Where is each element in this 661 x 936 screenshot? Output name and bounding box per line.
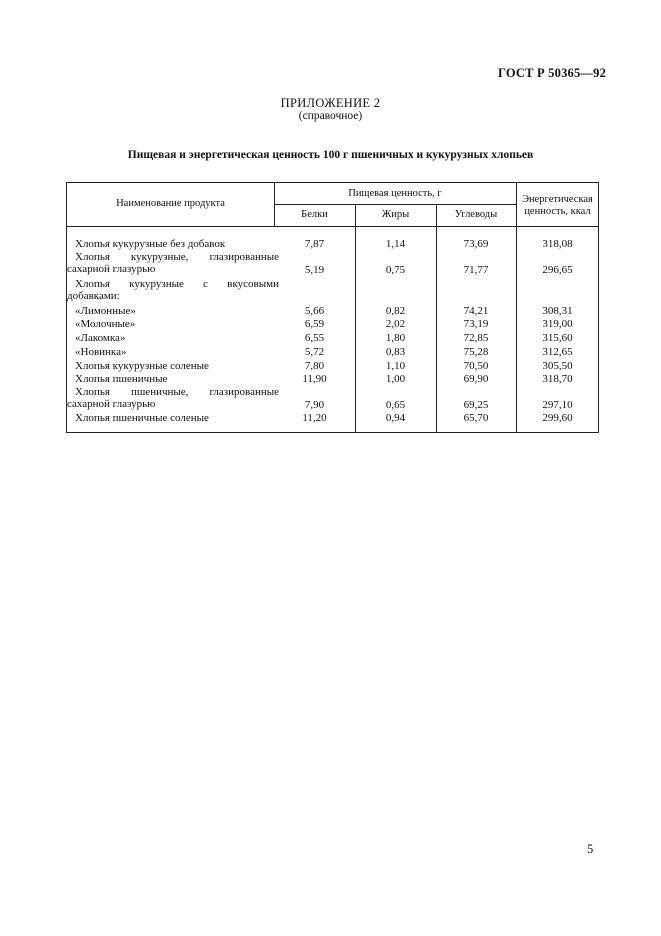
cell-energy: 297,10 xyxy=(542,399,573,411)
cell-energy: 305,50 xyxy=(542,360,573,372)
cell-fat: 0,65 xyxy=(385,399,406,411)
cell-protein: 5,72 xyxy=(304,346,325,358)
col-header-energy-line2: ценность, ккал xyxy=(524,206,591,217)
cell-carbs: 72,85 xyxy=(463,332,489,344)
page-number: 5 xyxy=(587,842,594,856)
row-name: «Лакомка» xyxy=(75,332,126,344)
row-name: «Новинка» xyxy=(75,346,127,358)
row-name: Хлопья кукурузные с вкусовыми xyxy=(75,278,279,290)
col-header-energy-line1: Энергетическая xyxy=(522,194,593,205)
cell-carbs: 70,50 xyxy=(463,360,489,372)
appendix-title: ПРИЛОЖЕНИЕ 2 xyxy=(280,96,381,110)
row-name: Хлопья кукурузные соленые xyxy=(75,360,209,372)
cell-energy: 296,65 xyxy=(542,264,573,276)
table-divider xyxy=(67,226,599,227)
cell-fat: 1,00 xyxy=(385,373,406,385)
cell-protein: 5,19 xyxy=(304,264,325,276)
cell-energy: 318,08 xyxy=(542,238,573,250)
cell-protein: 11,20 xyxy=(302,412,327,424)
cell-carbs: 73,19 xyxy=(463,318,489,330)
table-caption: Пищевая и энергетическая ценность 100 г пшеничных и кукурузных хлопьев xyxy=(127,149,534,161)
row-name: «Лимонные» xyxy=(75,305,136,317)
row-name: Хлопья кукурузные, глазированные xyxy=(75,251,279,263)
cell-protein: 6,55 xyxy=(304,332,325,344)
cell-energy: 312,65 xyxy=(542,346,573,358)
col-header-name: Наименование продукта xyxy=(116,198,225,209)
col-header-fat: Жиры xyxy=(381,209,410,220)
col-header-energy xyxy=(516,194,599,218)
nutrition-table xyxy=(66,182,599,433)
cell-carbs: 69,90 xyxy=(463,373,489,385)
cell-protein: 7,90 xyxy=(304,399,325,411)
cell-protein: 11,90 xyxy=(302,373,327,385)
table-divider xyxy=(274,204,516,205)
cell-energy: 299,60 xyxy=(542,412,573,424)
row-name-cont: добавками: xyxy=(67,290,120,302)
cell-fat: 0,83 xyxy=(385,346,406,358)
cell-carbs: 65,70 xyxy=(463,412,489,424)
cell-fat: 1,80 xyxy=(385,332,406,344)
row-name: Хлопья пшеничные xyxy=(75,373,168,385)
row-name-cont: сахарной глазурью xyxy=(67,263,156,275)
cell-fat: 1,14 xyxy=(385,238,406,250)
cell-carbs: 69,25 xyxy=(463,399,489,411)
cell-carbs: 73,69 xyxy=(463,238,489,250)
appendix-subtitle: (справочное) xyxy=(298,110,363,122)
cell-fat: 0,82 xyxy=(385,305,406,317)
cell-fat: 0,94 xyxy=(385,412,406,424)
appendix-heading xyxy=(0,96,661,123)
document-code: ГОСТ Р 50365—92 xyxy=(498,66,607,80)
cell-carbs: 71,77 xyxy=(463,264,489,276)
cell-carbs: 75,28 xyxy=(463,346,489,358)
cell-protein: 5,66 xyxy=(304,305,325,317)
row-name: Хлопья кукурузные без добавок xyxy=(75,238,226,250)
cell-fat: 1,10 xyxy=(385,360,406,372)
cell-protein: 7,87 xyxy=(304,238,325,250)
cell-energy: 308,31 xyxy=(542,305,573,317)
col-header-nutrition: Пищевая ценность, г xyxy=(348,188,442,199)
cell-energy: 315,60 xyxy=(542,332,573,344)
col-header-protein: Белки xyxy=(301,209,328,220)
row-name: Хлопья пшеничные, глазированные xyxy=(75,386,279,398)
cell-protein: 7,80 xyxy=(304,360,325,372)
cell-carbs: 74,21 xyxy=(463,305,489,317)
cell-fat: 0,75 xyxy=(385,264,406,276)
cell-energy: 318,70 xyxy=(542,373,573,385)
cell-energy: 319,00 xyxy=(542,318,573,330)
row-name-cont: сахарной глазурью xyxy=(67,398,156,410)
cell-protein: 6,59 xyxy=(304,318,325,330)
row-name: «Молочные» xyxy=(75,318,136,330)
cell-fat: 2,02 xyxy=(385,318,406,330)
row-name: Хлопья пшеничные соленые xyxy=(75,412,209,424)
col-header-carbs: Углеводы xyxy=(454,209,498,220)
